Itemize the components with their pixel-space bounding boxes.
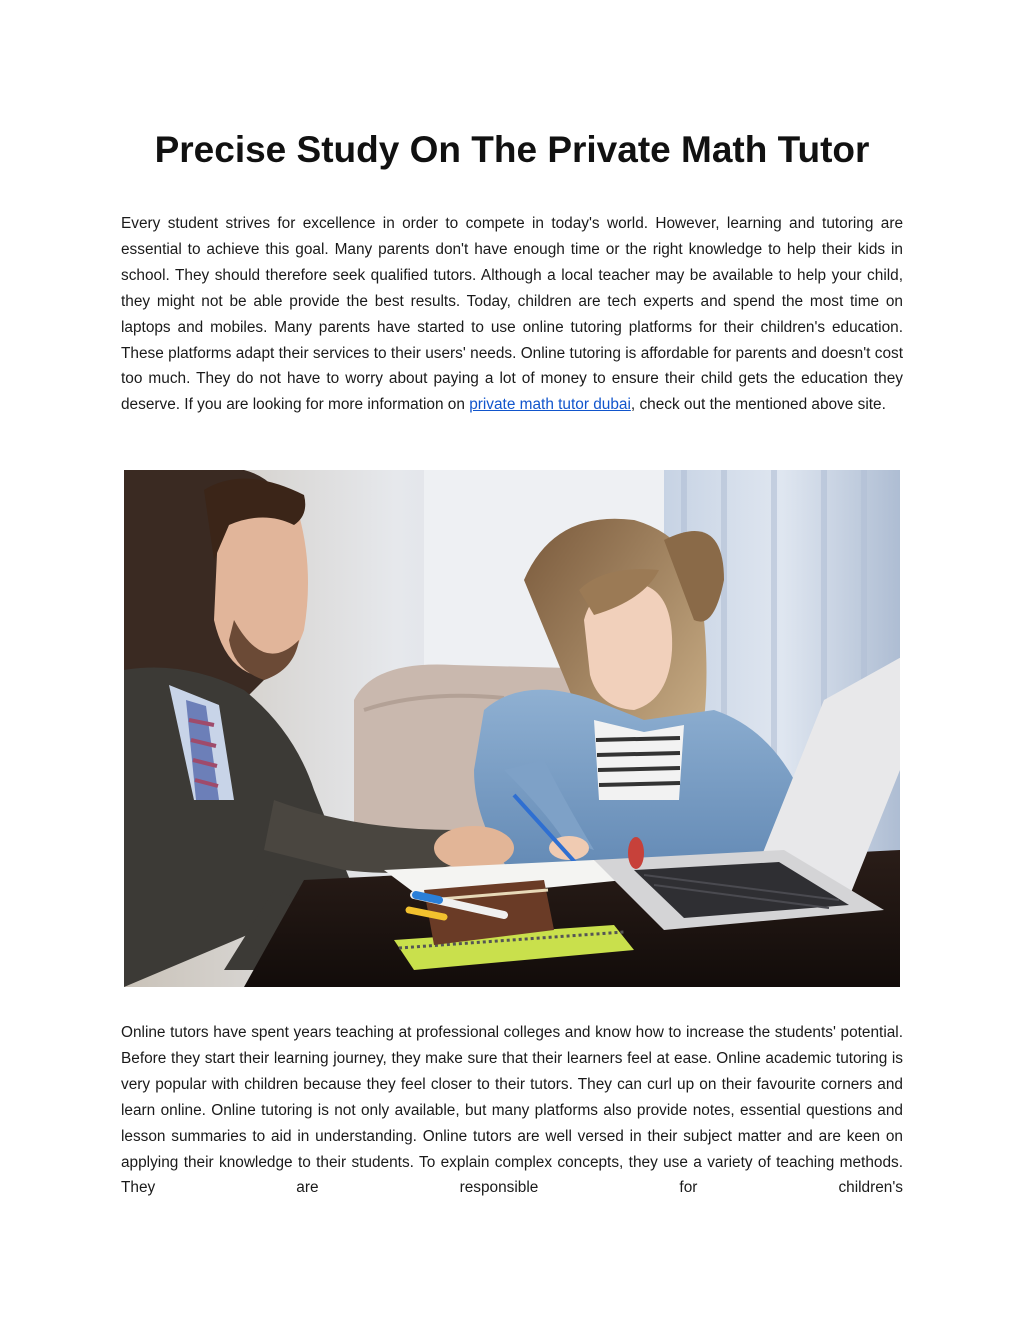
- intro-text: Every student strives for excellence in order to compete in today's world. However, learning and tutoring are essential to achieve this goal. Many parents don't have enough time or the right knowledge to help their kids in school. They should therefore seek qualified tutors. Although a local teacher may be available to help your child, they might not be able provide the best results. Today, children are tech experts and spend the most time on laptops and mobiles. Many parents have started to use online tutoring platforms for their children's education. These platforms adapt their services to their users' needs. Online tutoring is affordable for parents and doesn't cost too much. They do not have to worry about paying a lot of money to ensure their child gets the education they deserve. If you are looking for more information on: [121, 215, 903, 414]
- intro-paragraph: [121, 211, 903, 418]
- photo-tutor-and-student-icon: [124, 470, 900, 987]
- second-paragraph: Online tutors have spent years teaching at professional colleges and know how to increase the students' potential. Before they start their learning journey, they make sure that their learners feel at ease. Online academic tutoring is very popular with children because they feel closer to their tutors. They can curl up on their favourite corners and learn online. Online tutoring is not only available, but many platforms also provide notes, essential questions and lesson summaries to aid in understanding. Online tutors are well versed in their subject matter and are keen on applying their knowledge to their students. To explain complex concepts, they use a variety of teaching methods. They are responsible for children's: [121, 1024, 903, 1197]
- tutor-student-photo: [124, 470, 900, 987]
- intro-text-end: , check out the mentioned above site.: [630, 396, 886, 414]
- private-math-tutor-link[interactable]: private math tutor dubai: [469, 396, 631, 414]
- page-title: Precise Study On The Private Math Tutor: [154, 129, 870, 170]
